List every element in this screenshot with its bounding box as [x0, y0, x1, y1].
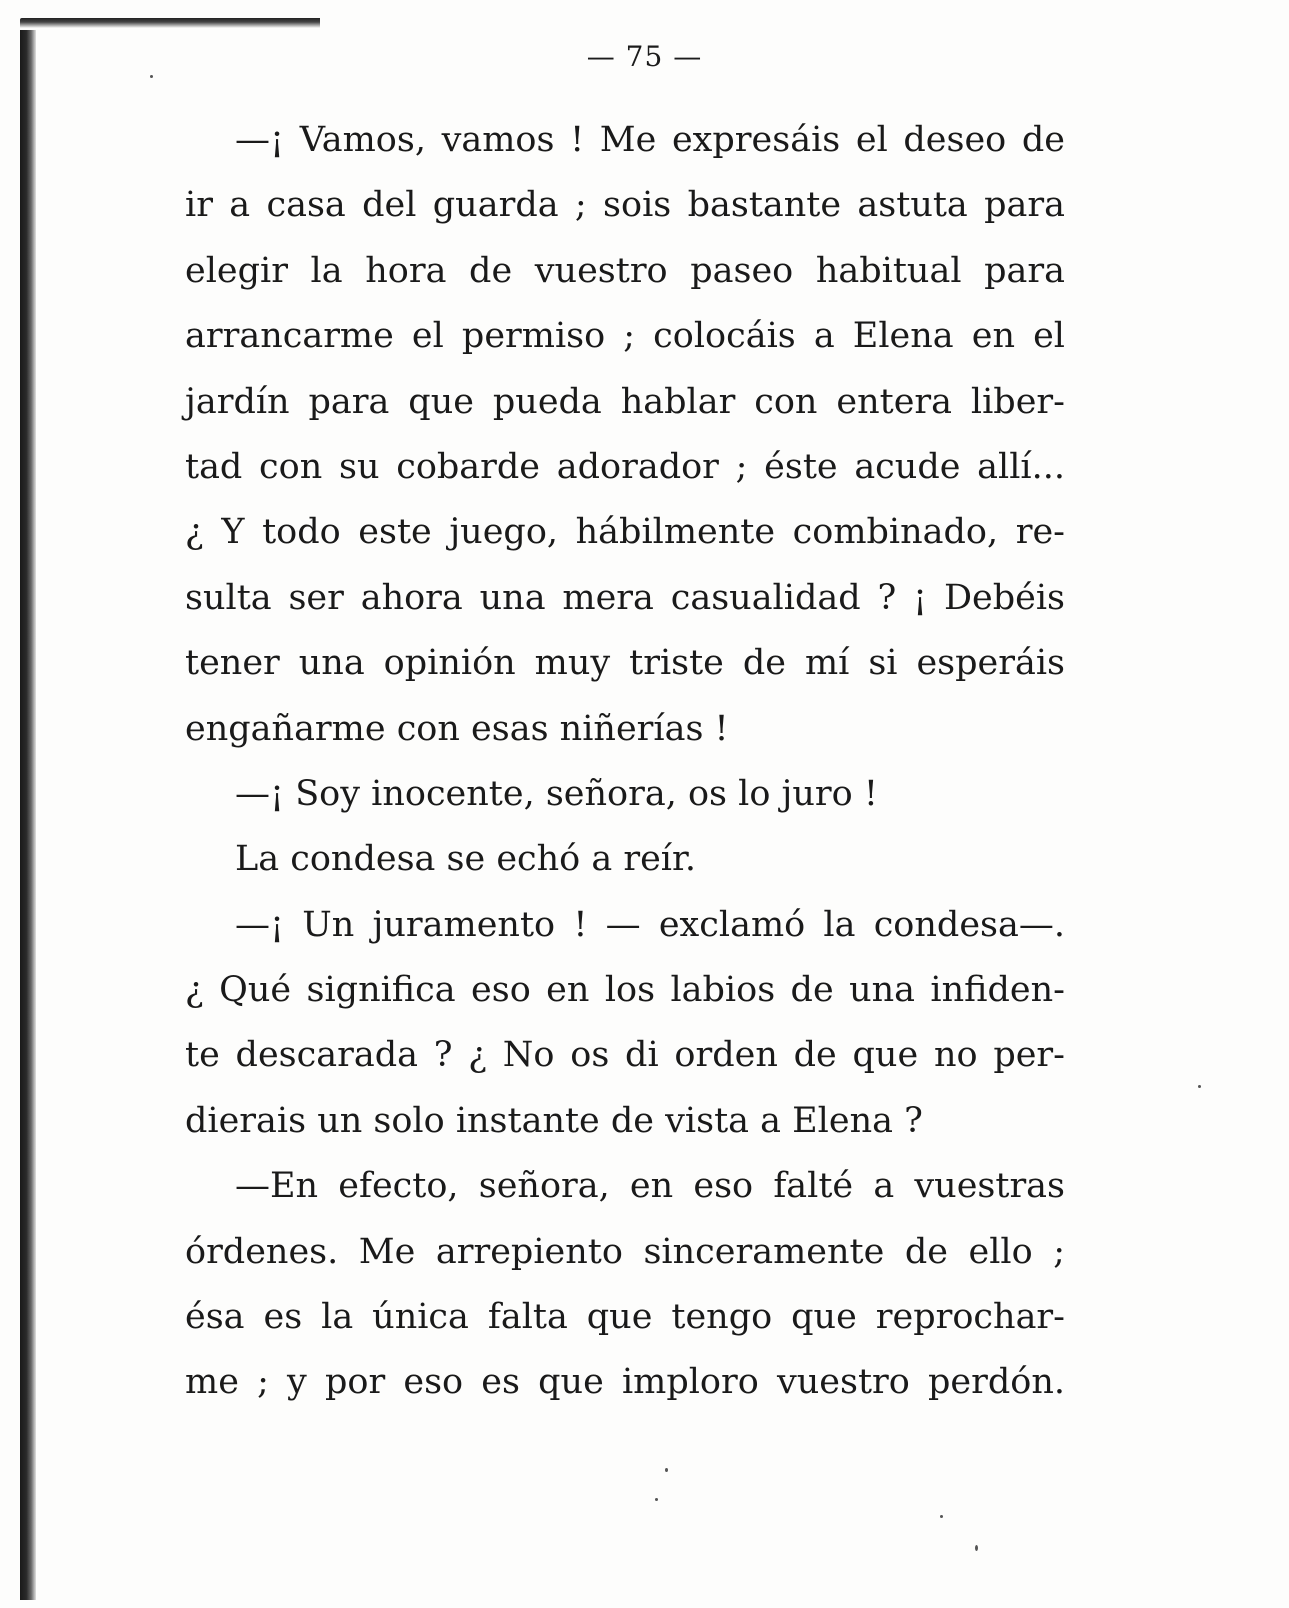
text-line: sulta ser ahora una mera casualidad ? ¡ Debéis [185, 577, 1065, 618]
text-line: órdenes. Me arrepiento sinceramente de ello ; [185, 1231, 1065, 1272]
body-text [185, 108, 1065, 1416]
text-line: jardín para que pueda hablar con entera liber- [185, 381, 1065, 422]
binding-top-edge [20, 18, 320, 28]
text-line: elegir la hora de vuestro paseo habitual para [185, 250, 1065, 291]
text-line: ir a casa del guarda ; sois bastante astuta para [185, 185, 1065, 226]
text-line: engañarme con esas niñerías ! [185, 708, 729, 749]
text-line: —En efecto, señora, en eso falté a vuestras [235, 1166, 1065, 1207]
scan-speck [940, 1515, 943, 1518]
text-line: te descarada ? ¿ No os di orden de que no per- [185, 1035, 1065, 1076]
text-line: ésa es la única falta que tengo que reprochar- [185, 1297, 1065, 1338]
scan-speck [1198, 1085, 1201, 1088]
text-line: —¡ Un juramento ! — exclamó la condesa—. [235, 904, 1065, 945]
text-line: —¡ Soy inocente, señora, os lo juro ! [235, 773, 878, 814]
scan-speck [150, 75, 153, 78]
text-line: La condesa se echó a reír. [235, 839, 697, 880]
text-line: tener una opinión muy triste de mí si esperáis [185, 643, 1065, 684]
text-line: tad con su cobarde adorador ; éste acude allí... [185, 446, 1065, 487]
text-line: ¿ Qué significa eso en los labios de una infiden- [185, 970, 1065, 1011]
text-line: ¿ Y todo este juego, hábilmente combinado, re- [185, 512, 1065, 553]
binding-edge [20, 30, 36, 1600]
text-line: dierais un solo instante de vista a Elena ? [185, 1100, 923, 1141]
scan-speck [655, 1498, 658, 1501]
scan-speck [975, 1545, 978, 1551]
text-line: me ; y por eso es que imploro vuestro perdón. [185, 1362, 1065, 1403]
text-line: arrancarme el permiso ; colocáis a Elena en el [185, 316, 1065, 357]
text-line: —¡ Vamos, vamos ! Me expresáis el deseo de [235, 120, 1065, 160]
page-number: — 75 — [586, 40, 703, 73]
scan-speck [665, 1468, 668, 1472]
